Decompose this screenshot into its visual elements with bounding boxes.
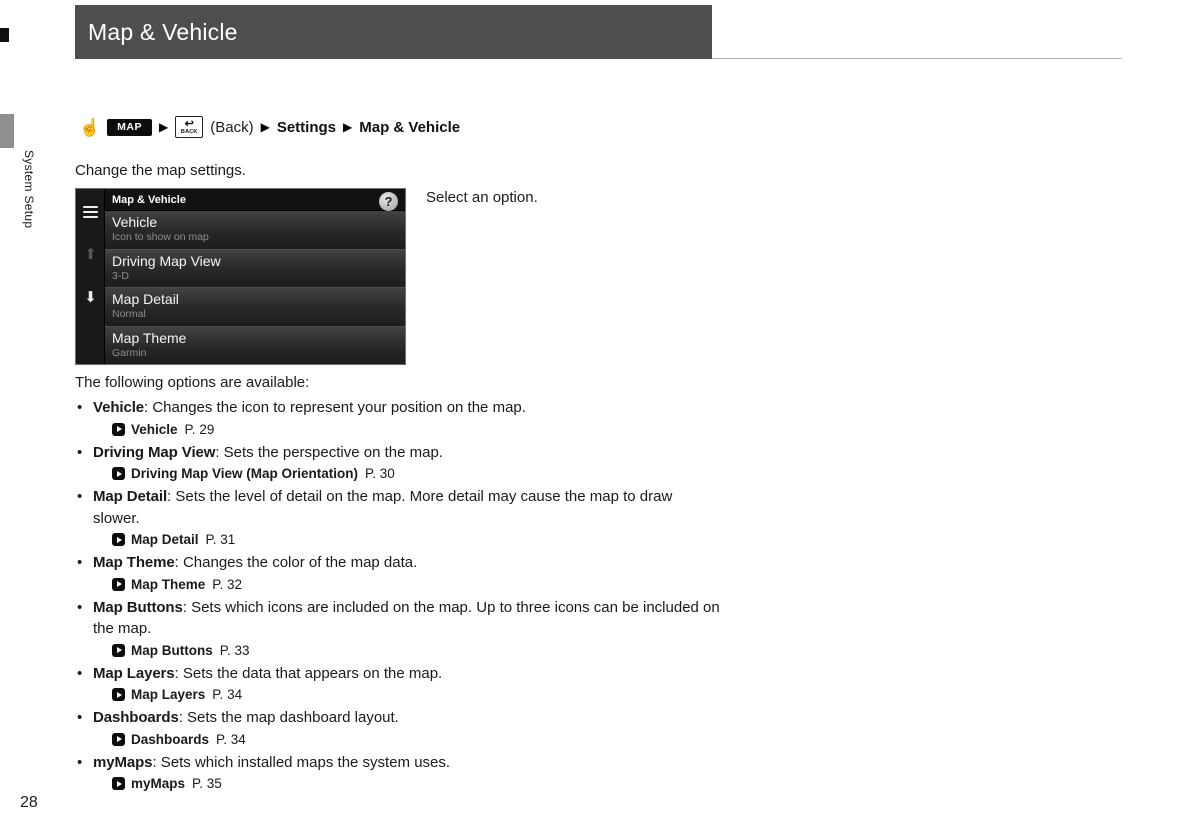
- device-main: [105, 189, 405, 364]
- breadcrumb-target: Map & Vehicle: [359, 118, 461, 136]
- cross-reference[interactable]: [112, 464, 723, 483]
- reference-label: Driving Map View (Map Orientation): [131, 466, 359, 481]
- option-item: [75, 552, 723, 594]
- cross-reference[interactable]: [112, 530, 723, 549]
- reference-page: P. 30: [365, 466, 395, 481]
- cross-reference[interactable]: [112, 575, 723, 594]
- option-item: [75, 597, 723, 660]
- reference-arrow-icon: [112, 423, 125, 436]
- breadcrumb-arrow-icon: ▶: [159, 120, 169, 134]
- reference-page: P. 34: [212, 687, 243, 702]
- option-line: [75, 663, 723, 685]
- breadcrumb-arrow-icon: ▶: [343, 120, 353, 134]
- option-term: Driving Map View: [93, 443, 216, 461]
- menu-item-map-theme[interactable]: [105, 326, 405, 365]
- option-line: [75, 597, 723, 640]
- breadcrumb-back-text: (Back): [210, 118, 254, 136]
- device-menu: [105, 211, 405, 364]
- menu-item-value: Garmin: [112, 346, 147, 359]
- option-description: : Sets which installed maps the system uses.: [152, 753, 451, 771]
- option-item: [75, 752, 723, 794]
- caption-text: Select an option.: [426, 189, 538, 206]
- page-title: Map & Vehicle: [88, 18, 238, 45]
- options-list: [75, 397, 723, 796]
- intro-text: Change the map settings.: [75, 162, 246, 179]
- reference-label: Map Buttons: [131, 642, 213, 658]
- option-item: [75, 397, 723, 439]
- reference-label: Vehicle: [131, 421, 178, 437]
- reference-page: P. 35: [192, 776, 222, 791]
- cross-reference[interactable]: [112, 420, 723, 439]
- option-description: : Changes the color of the map data.: [174, 554, 418, 571]
- reference-label: Map Layers: [131, 687, 206, 702]
- options-intro: The following options are available:: [75, 374, 310, 391]
- option-line: [75, 397, 723, 419]
- device-left-rail: [76, 189, 105, 364]
- reference-arrow-icon: [112, 533, 125, 546]
- option-description: : Sets the map dashboard layout.: [178, 709, 399, 726]
- option-term: Dashboards: [93, 709, 179, 726]
- menu-item-value: Icon to show on map: [112, 231, 209, 243]
- cross-reference[interactable]: [112, 730, 723, 749]
- chapter-side-label: System Setup: [22, 150, 36, 229]
- reference-page: P. 34: [216, 731, 246, 747]
- option-term: Map Buttons: [93, 598, 183, 616]
- option-term: Vehicle: [93, 399, 145, 416]
- option-term: Map Detail: [93, 488, 168, 505]
- breadcrumb-settings: Settings: [276, 118, 337, 136]
- option-line: [75, 752, 723, 774]
- cross-reference[interactable]: [112, 641, 723, 660]
- back-box-label: BACK: [180, 128, 198, 135]
- reference-label: Map Theme: [131, 576, 206, 592]
- reference-arrow-icon: [112, 688, 125, 701]
- back-button-icon: [175, 116, 203, 138]
- option-term: Map Layers: [93, 664, 175, 682]
- device-titlebar: [105, 189, 405, 211]
- section-header: [75, 5, 712, 59]
- menu-item-label: Vehicle: [112, 214, 158, 230]
- page-number: 28: [20, 794, 38, 811]
- reference-arrow-icon: [112, 777, 125, 790]
- option-description: : Sets the data that appears on the map.: [174, 664, 443, 682]
- map-hardkey-icon: MAP: [107, 119, 152, 136]
- option-line: [75, 486, 723, 529]
- option-item: [75, 486, 723, 549]
- reference-label: myMaps: [131, 776, 186, 791]
- option-term: Map Theme: [93, 554, 175, 571]
- scroll-up-icon[interactable]: ⬆: [84, 246, 97, 263]
- option-line: [75, 552, 723, 574]
- breadcrumb: [79, 112, 460, 142]
- cross-reference[interactable]: [112, 685, 723, 704]
- device-title: Map & Vehicle: [112, 193, 186, 206]
- menu-item-label: Driving Map View: [112, 252, 221, 269]
- menu-item-value: 3-D: [112, 269, 129, 282]
- option-description: : Sets which icons are included on the map. Up to three icons can be included on the map.: [93, 598, 720, 637]
- help-button[interactable]: ?: [379, 192, 398, 211]
- option-item: [75, 663, 723, 705]
- option-description: : Sets the level of detail on the map. More detail may cause the map to draw slower.: [93, 488, 673, 527]
- menu-item-driving-map-view[interactable]: [105, 249, 405, 288]
- option-item: [75, 707, 723, 749]
- menu-item-label: Map Detail: [112, 291, 179, 307]
- reference-arrow-icon: [112, 467, 125, 480]
- back-arrow-glyph: ↩: [184, 117, 194, 130]
- option-item: [75, 442, 723, 484]
- menu-item-vehicle[interactable]: [105, 211, 405, 249]
- cross-reference[interactable]: [112, 774, 723, 793]
- header-rule: [712, 58, 1122, 59]
- option-description: : Changes the icon to represent your position on the map.: [144, 399, 526, 416]
- reference-page: P. 32: [212, 576, 243, 592]
- reference-arrow-icon: [112, 733, 125, 746]
- reference-label: Dashboards: [131, 731, 210, 747]
- option-line: [75, 707, 723, 729]
- device-screenshot: [75, 188, 406, 365]
- menu-item-value: Normal: [112, 308, 146, 320]
- option-description: : Sets the perspective on the map.: [215, 443, 443, 461]
- chapter-tab-marker: [0, 114, 14, 148]
- scroll-down-icon[interactable]: ⬇: [84, 289, 97, 306]
- touch-select-icon: ☝: [79, 117, 101, 137]
- reference-label: Map Detail: [131, 532, 199, 547]
- option-term: myMaps: [93, 753, 153, 771]
- reference-arrow-icon: [112, 578, 125, 591]
- breadcrumb-arrow-icon: ▶: [260, 120, 270, 134]
- reference-arrow-icon: [112, 644, 125, 657]
- hamburger-menu-icon[interactable]: [83, 206, 98, 221]
- reference-page: P. 31: [205, 532, 236, 547]
- menu-item-map-detail[interactable]: [105, 287, 405, 326]
- page-edge-marker: [0, 28, 9, 42]
- reference-page: P. 29: [184, 421, 215, 437]
- menu-item-label: Map Theme: [112, 329, 187, 346]
- reference-page: P. 33: [219, 642, 250, 658]
- option-line: [75, 442, 723, 464]
